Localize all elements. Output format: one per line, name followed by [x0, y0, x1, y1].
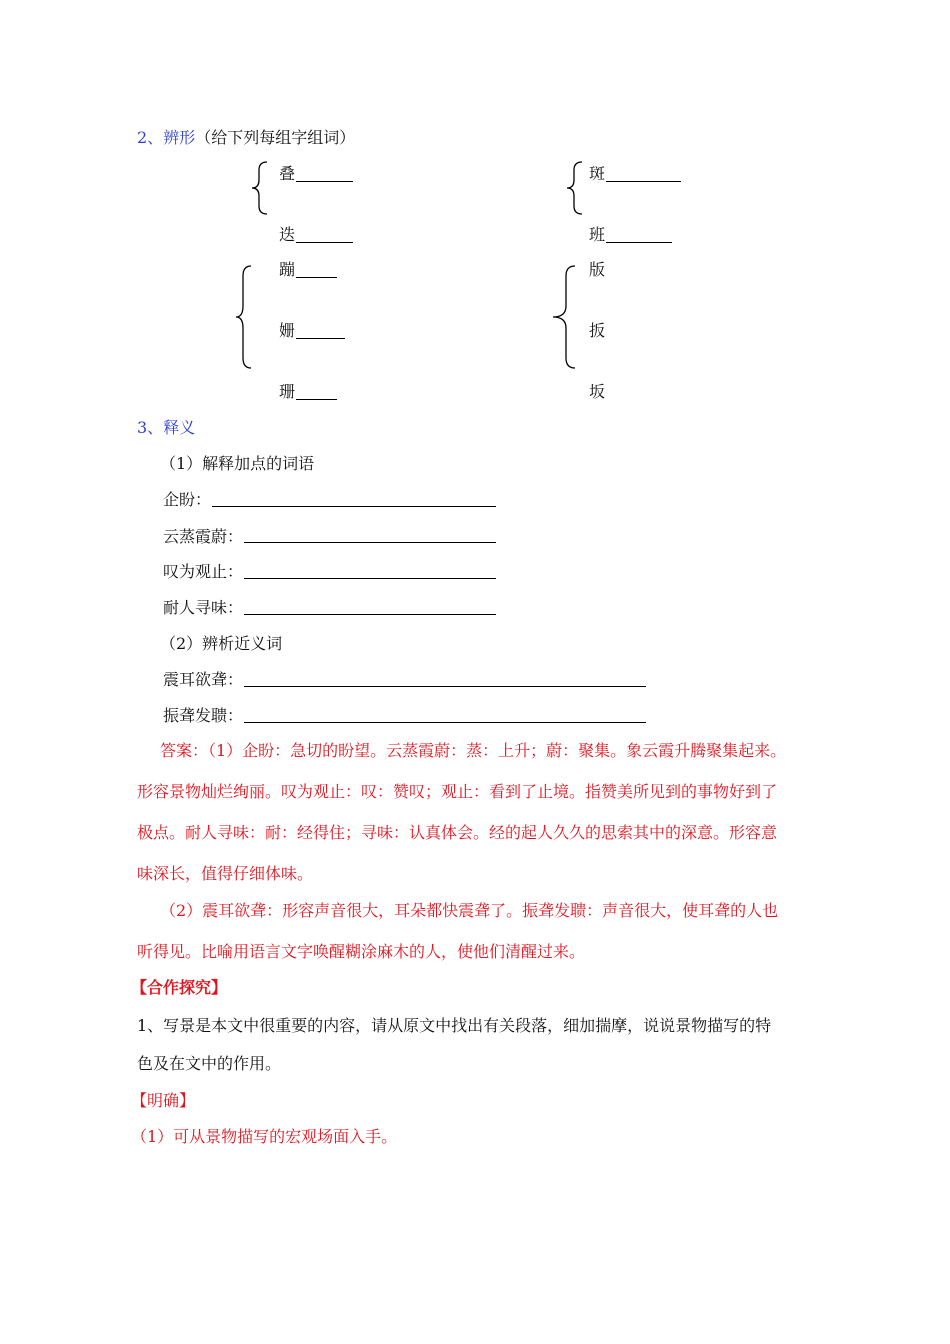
- group-2-blank-1[interactable]: [606, 181, 681, 182]
- brace-group-4: [551, 264, 579, 370]
- synonym-blank-1[interactable]: [244, 686, 646, 687]
- cooperation-heading: 【合作探究】: [131, 978, 228, 997]
- group-3-blank-3[interactable]: [296, 399, 337, 400]
- clarify-point-1: （1）可从景物描写的宏观场面入手。: [131, 1127, 398, 1146]
- question-1-line-2: 色及在文中的作用。: [137, 1054, 282, 1073]
- group-3-char-1: 蹦: [279, 260, 296, 279]
- synonym-label-2: 振聋发聩：: [163, 706, 244, 725]
- brace-group-3: [234, 264, 254, 370]
- group-4-char-1: 版: [589, 260, 606, 279]
- group-2-char-1: 斑: [589, 164, 606, 183]
- group-4-char-2: 扳: [589, 321, 606, 340]
- synonym-label-1: 震耳欲聋：: [163, 670, 244, 689]
- term-blank-3[interactable]: [244, 578, 496, 579]
- term-label-4: 耐人寻味：: [163, 598, 244, 617]
- term-label-3: 叹为观止：: [163, 562, 244, 581]
- answer-line-5: （2）震耳欲聋：形容声音很大，耳朵都快震聋了。振聋发聩：声音很大，使耳聋的人也: [160, 901, 779, 920]
- part-1-title: （1）解释加点的词语: [160, 454, 315, 473]
- section-3-number: 3、: [137, 418, 164, 437]
- group-4-char-3: 坂: [589, 382, 606, 401]
- term-label-2: 云蒸霞蔚：: [163, 527, 244, 546]
- answer-line-1: 答案：（1）企盼：急切的盼望。云蒸霞蔚：蒸：上升；蔚：聚集。象云霞升腾聚集起来。: [160, 741, 787, 760]
- brace-group-1: [250, 160, 270, 216]
- term-blank-4[interactable]: [244, 614, 496, 615]
- answer-line-3: 极点。耐人寻味：耐：经得住；寻味：认真体会。经的起人久久的思索其中的深意。形容意: [137, 823, 778, 842]
- answer-line-6: 听得见。比喻用语言文字唤醒糊涂麻木的人，使他们清醒过来。: [137, 942, 586, 961]
- group-1-blank-2[interactable]: [296, 242, 353, 243]
- group-1-char-1: 叠: [279, 164, 296, 183]
- group-3-blank-1[interactable]: [296, 277, 337, 278]
- answer-line-4: 味深长，值得仔细体味。: [137, 864, 314, 883]
- synonym-blank-2[interactable]: [244, 722, 646, 723]
- section-3-title: 释义: [163, 418, 196, 437]
- group-3-char-2: 姗: [279, 321, 296, 340]
- answer-line-2: 形容景物灿烂绚丽。叹为观止：叹：赞叹；观止：看到了止境。指赞美所见到的事物好到了: [137, 782, 778, 801]
- group-1-blank-1[interactable]: [296, 181, 353, 182]
- group-1-char-2: 迭: [279, 225, 296, 244]
- term-label-1: 企盼：: [163, 490, 212, 509]
- section-2-heading: [137, 128, 355, 148]
- section-3-heading: [137, 418, 195, 438]
- group-3-char-3: 珊: [279, 382, 296, 401]
- brace-group-2: [565, 160, 585, 216]
- question-1-line-1: 1、写景是本文中很重要的内容，请从原文中找出有关段落，细加揣摩，说说景物描写的特: [137, 1016, 772, 1035]
- section-2-instruction: （给下列每组字组词）: [195, 128, 356, 147]
- term-blank-2[interactable]: [244, 542, 496, 543]
- group-3-blank-2[interactable]: [296, 338, 345, 339]
- section-2-title: 辨形: [163, 128, 196, 147]
- clarify-heading: 【明确】: [131, 1091, 196, 1110]
- term-blank-1[interactable]: [212, 506, 496, 507]
- group-2-char-2: 班: [589, 225, 606, 244]
- group-2-blank-2[interactable]: [606, 242, 672, 243]
- part-2-title: （2）辨析近义词: [160, 634, 283, 653]
- section-2-number: 2、: [137, 128, 164, 147]
